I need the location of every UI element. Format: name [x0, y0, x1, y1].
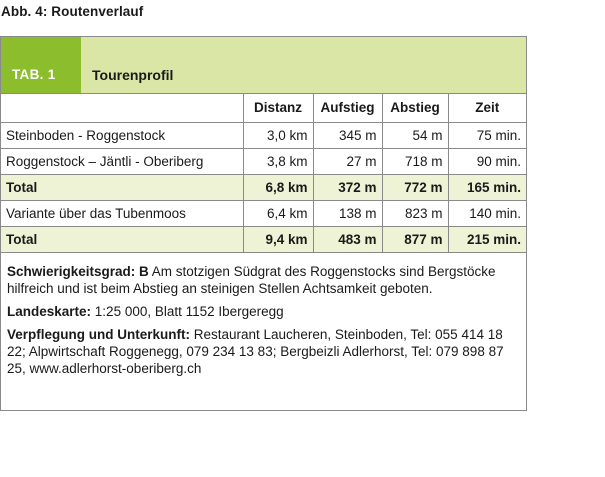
figure-caption: Abb. 4: Routenverlauf	[1, 4, 144, 19]
distance-cell: 6,4 km	[243, 200, 313, 226]
food-text: Restaurant Laucheren, Steinboden, Tel: 055 414 18 22; Alpwirtschaft Roggenegg, 079 234 13 83; Bergbeizli Adlerhorst, Tel: 079 898 87 25, www.adlerhorst-oberiberg.ch	[7, 327, 504, 376]
time-cell: 90 min.	[448, 148, 526, 174]
header-cell-distance: Distanz	[243, 94, 313, 122]
ascent-cell: 372 m	[313, 174, 382, 200]
tour-profile-panel	[0, 36, 527, 411]
descent-cell: 877 m	[382, 226, 448, 252]
ascent-cell: 27 m	[313, 148, 382, 174]
table-header-row	[1, 94, 526, 122]
header-cell-ascent: Aufstieg	[313, 94, 382, 122]
ascent-cell: 138 m	[313, 200, 382, 226]
tab-header	[1, 37, 526, 94]
time-cell: 165 min.	[448, 174, 526, 200]
distance-cell: 9,4 km	[243, 226, 313, 252]
map-note	[7, 303, 519, 320]
route-cell: Total	[1, 174, 243, 200]
difficulty-note	[7, 263, 519, 297]
table-total-row	[1, 174, 526, 200]
table-row	[1, 148, 526, 174]
route-cell: Steinboden - Roggenstock	[1, 122, 243, 148]
route-cell: Roggenstock – Jäntli - Oberiberg	[1, 148, 243, 174]
tour-notes	[7, 263, 519, 383]
table-row	[1, 122, 526, 148]
table-row	[1, 200, 526, 226]
table-total-row	[1, 226, 526, 252]
header-cell-route	[1, 94, 243, 122]
route-cell: Total	[1, 226, 243, 252]
tab-badge	[1, 37, 81, 93]
ascent-cell: 483 m	[313, 226, 382, 252]
distance-cell: 6,8 km	[243, 174, 313, 200]
header-cell-descent: Abstieg	[382, 94, 448, 122]
tab-title: Tourenprofil	[92, 67, 174, 83]
distance-cell: 3,0 km	[243, 122, 313, 148]
tour-profile-table	[1, 94, 526, 253]
route-cell: Variante über das Tubenmoos	[1, 200, 243, 226]
descent-cell: 772 m	[382, 174, 448, 200]
food-label: Verpflegung und Unterkunft:	[7, 327, 190, 342]
tab-badge-label: TAB. 1	[12, 67, 56, 82]
distance-cell: 3,8 km	[243, 148, 313, 174]
descent-cell: 54 m	[382, 122, 448, 148]
time-cell: 215 min.	[448, 226, 526, 252]
difficulty-label: Schwierigkeitsgrad: B	[7, 264, 149, 279]
descent-cell: 823 m	[382, 200, 448, 226]
food-note	[7, 326, 519, 377]
time-cell: 140 min.	[448, 200, 526, 226]
difficulty-text: Am stotzigen Südgrat des Roggenstocks sind Bergstöcke hilfreich und ist beim Abstieg an steinigen Stellen Achtsamkeit geboten.	[7, 264, 496, 296]
time-cell: 75 min.	[448, 122, 526, 148]
descent-cell: 718 m	[382, 148, 448, 174]
ascent-cell: 345 m	[313, 122, 382, 148]
map-label: Landeskarte:	[7, 304, 92, 319]
map-text: 1:25 000, Blatt 1152 Ibergeregg	[91, 304, 284, 319]
header-cell-time: Zeit	[448, 94, 526, 122]
